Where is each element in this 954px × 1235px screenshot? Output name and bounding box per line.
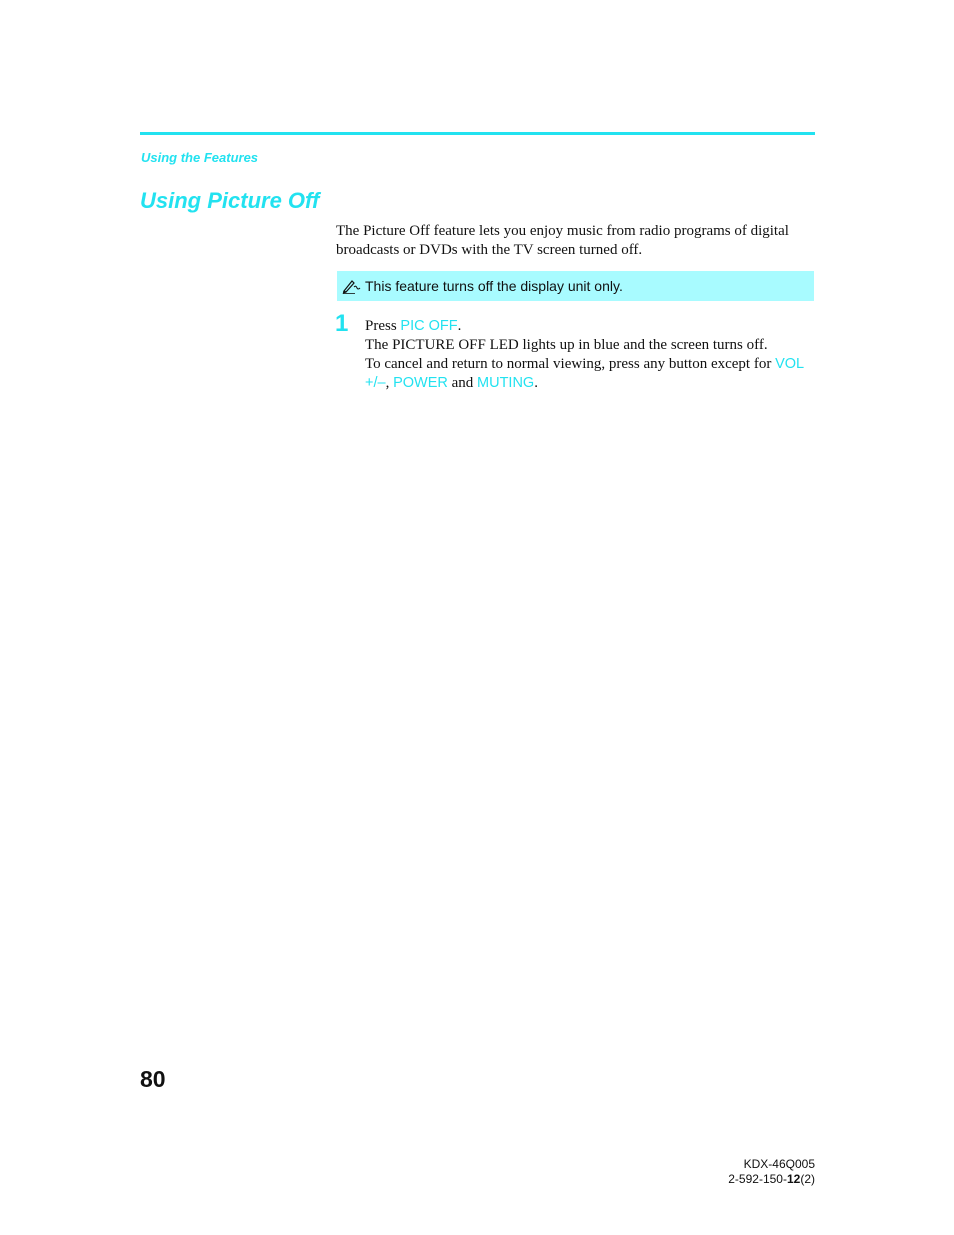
model-number: KDX-46Q005 [743,1157,815,1171]
step-line-3 [365,355,815,393]
model-info [728,1157,815,1187]
running-head: Using the Features [141,150,259,165]
doc-suffix: (2) [800,1172,815,1186]
page-number: 80 [140,1066,166,1092]
and-separator: and [447,375,478,391]
muting-key-label: MUTING [477,375,535,391]
doc-revision: 12 [786,1172,801,1186]
step-number: 1 [335,310,349,337]
step-line-2: The PICTURE OFF LED lights up in blue and the screen turns off. [365,337,768,353]
vol-key-label: VOL +/– [365,356,804,391]
note-box [337,271,814,301]
cancel-instruction: To cancel and return to normal viewing, press any button except for [365,356,776,372]
step-1 [365,317,815,393]
step-period: . [457,318,462,334]
step-line-1 [365,317,815,336]
document-number [728,1172,815,1187]
press-label: Press [365,318,401,334]
note-text: This feature turns off the display unit only. [365,278,623,294]
power-key-label: POWER [393,375,448,391]
section-title: Using Picture Off [140,188,320,213]
comma-separator: , [385,375,394,391]
pencil-note-icon [342,278,362,294]
header-rule [140,132,815,135]
doc-prefix: 2-592-150- [728,1172,787,1186]
pic-off-key-label: PIC OFF [400,318,458,334]
intro-paragraph: The Picture Off feature lets you enjoy music from radio programs of digital broadcasts or DVDs with the TV screen turned off. [336,223,789,258]
end-period: . [534,375,538,391]
